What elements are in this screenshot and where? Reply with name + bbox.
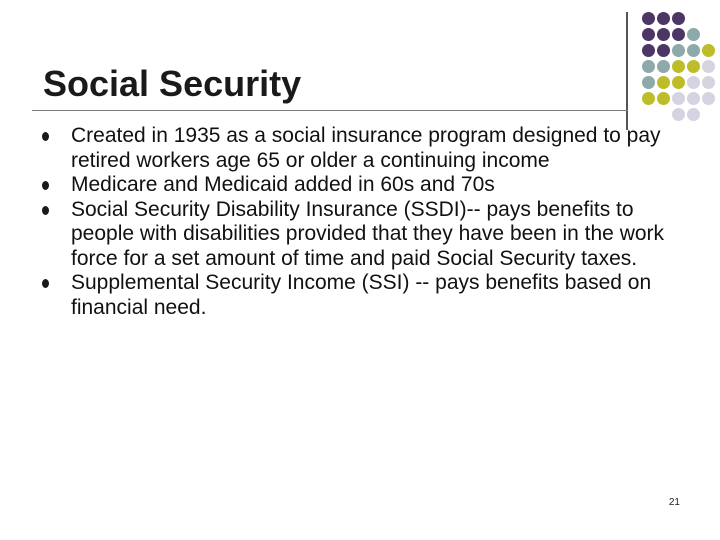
vertical-divider [626,12,628,130]
decorative-dot [642,76,655,89]
decorative-dot [657,60,670,73]
decorative-dot [687,108,700,121]
bullet-item [42,124,692,173]
bullet-text: Medicare and Medicaid added in 60s and 70s [71,173,495,196]
decorative-dot [672,44,685,57]
bullet-dot-icon [42,181,49,190]
decorative-dot [642,44,655,57]
bullet-text: Supplemental Security Income (SSI) -- pays benefits based on financial need. [71,271,652,319]
decorative-dot [672,108,685,121]
bullet-dot-icon [42,279,49,288]
bullet-item [42,173,692,198]
decorative-dot [657,12,670,25]
decorative-dot [687,76,700,89]
bullet-list [42,124,692,320]
decorative-dot [672,76,685,89]
decorative-dot [702,44,715,57]
bullet-item [42,271,692,320]
decorative-dot [702,76,715,89]
bullet-dot-icon [42,132,49,141]
decorative-dot [642,92,655,105]
decorative-dot-grid [636,10,716,120]
decorative-dot [672,92,685,105]
decorative-dot [687,60,700,73]
decorative-dot [657,44,670,57]
decorative-dot [702,60,715,73]
slide-title: Social Security [43,63,302,104]
decorative-dot [642,28,655,41]
decorative-dot [657,28,670,41]
decorative-dot [672,12,685,25]
decorative-dot [657,76,670,89]
decorative-dot [687,92,700,105]
bullet-text: Social Security Disability Insurance (SSDI)-- pays benefits to people with disabilities provided that they have been in the work force for a set amount of time and paid Social Security taxes. [71,197,665,270]
bullet-item [42,198,692,272]
decorative-dot [672,60,685,73]
decorative-dot [657,92,670,105]
decorative-dot [642,12,655,25]
page-number: 21 [668,497,680,508]
bullet-text: Created in 1935 as a social insurance program designed to pay retired workers age 65 or older a continuing income [71,124,661,172]
decorative-dot [702,92,715,105]
bullet-dot-icon [42,206,49,215]
decorative-dot [642,60,655,73]
decorative-dot [687,28,700,41]
decorative-dot [687,44,700,57]
decorative-dot [672,28,685,41]
title-underline [32,110,628,111]
